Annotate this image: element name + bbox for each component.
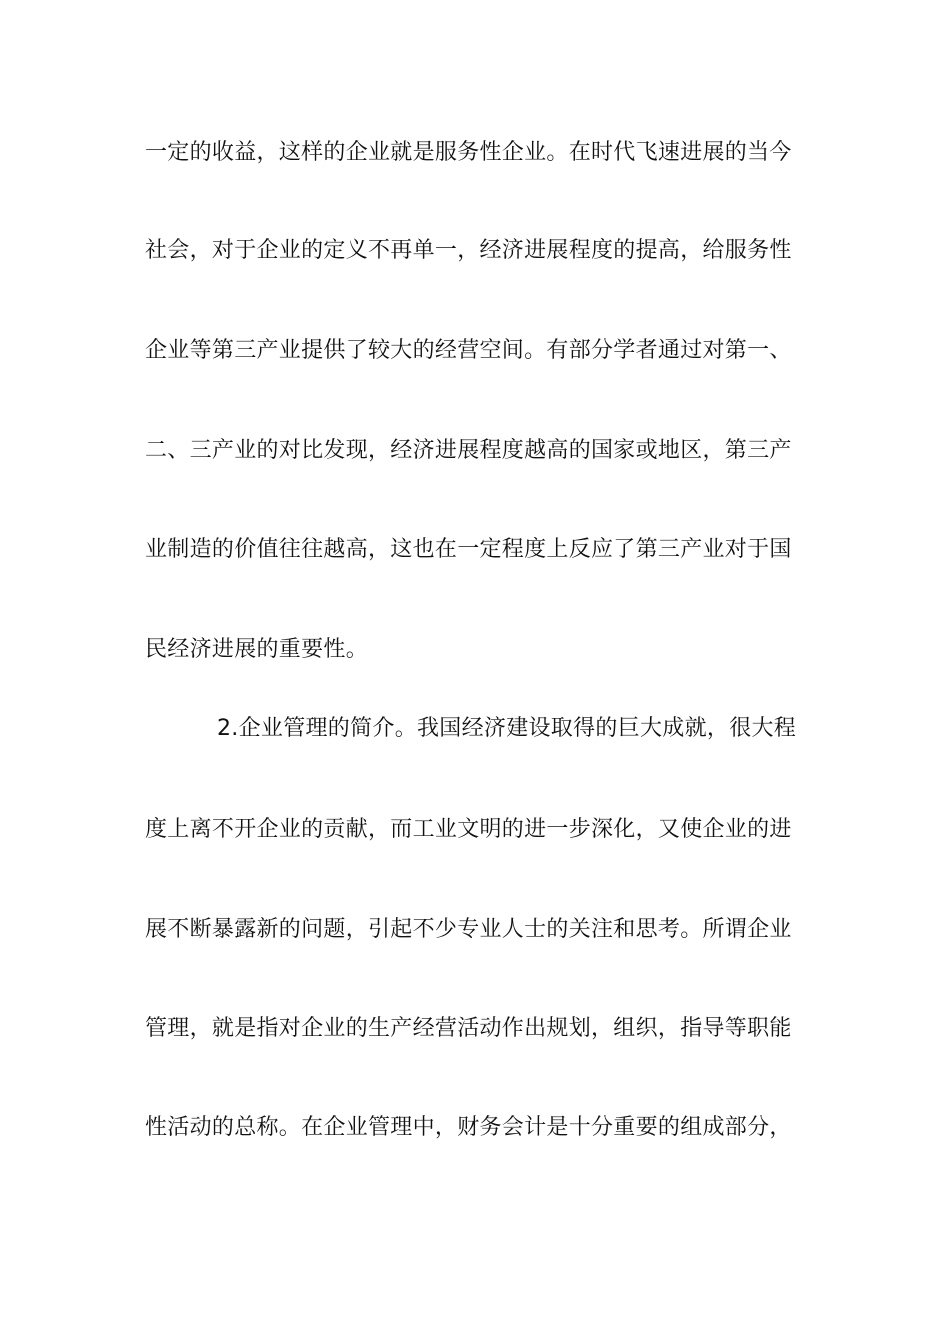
text-line: 展不断暴露新的问题，引起不少专业人士的关注和思考。所谓企业 — [145, 917, 792, 942]
text-line: 一定的收益，这样的企业就是服务性企业。在时代飞速进展的当今 — [145, 140, 792, 165]
text-line: 管理，就是指对企业的生产经营活动作出规划，组织，指导等职能 — [145, 1016, 792, 1041]
text-line: 度上离不开企业的贡献，而工业文明的进一步深化，又使企业的进 — [145, 817, 792, 842]
text-line: 社会，对于企业的定义不再单一，经济进展程度的提高，给服务性 — [145, 238, 792, 263]
text-line: 二、三产业的对比发现，经济进展程度越高的国家或地区，第三产 — [145, 438, 792, 463]
text-line: 企业等第三产业提供了较大的经营空间。有部分学者通过对第一、 — [145, 338, 792, 363]
paragraph-start-line: 2.企业管理的简介。我国经济建设取得的巨大成就，很大程 — [217, 716, 797, 741]
text-line: 性活动的总称。在企业管理中，财务会计是十分重要的组成部分， — [145, 1115, 792, 1140]
text-line: 业制造的价值往往越高，这也在一定程度上反应了第三产业对于国 — [145, 537, 792, 562]
text-line: 民经济进展的重要性。 — [145, 637, 369, 662]
